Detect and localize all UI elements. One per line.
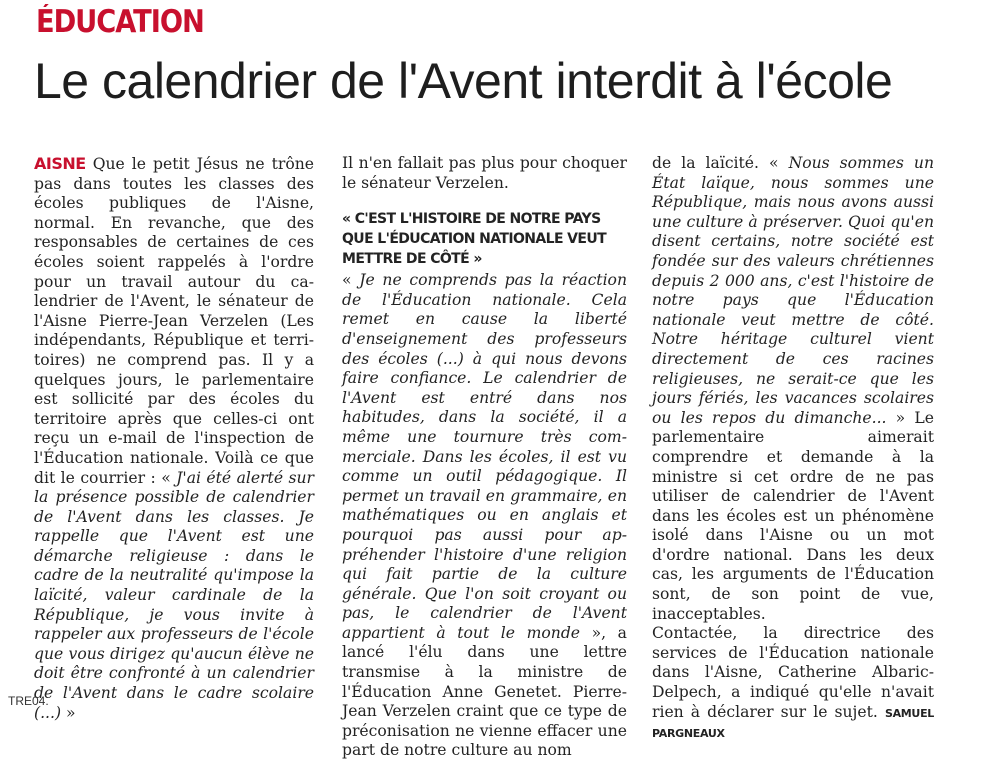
page-folio: TRE04. (8, 694, 49, 708)
article-column-1 (34, 154, 314, 723)
paragraph: Il n'en fallait pas plus pour choquer le sénateur Verzelen. (342, 154, 627, 192)
quote-3: Nous sommes un État laïque, nous sommes une République, mais nous avons aussi une culture à préserver. Quoi qu'en disent certains, notre société est fondée sur des valeurs chrétiennes depuis 2 000 ans, c'est l'histoire de notre pays que l'Éducation nationale veut mettre de côté. Notre héritage culturel vient directement de ces racines religieuses, ne serait-ce que les jours fériés, les vacances scolaires ou les repos du dimanche... (652, 154, 934, 427)
quote-open: « (161, 468, 177, 487)
article-column-2 (342, 154, 627, 761)
lead-location: AISNE (34, 154, 86, 173)
closing-text: Contactée, la directrice des services de l'Éducation nationale dans l'Aisne, Catherine Albaric-Delpech, a indiqué qu'elle n'avait rien à déclarer sur le sujet. (652, 624, 934, 721)
article-column-3 (652, 154, 934, 744)
intro-text: Que le petit Jésus ne trône pas dans toutes les classes des écoles publiques de l'Aisne, normal. En revanche, que des responsables de certaines de ces écoles soient rappelés à l'ordre pour un travail autour du calendrier de l'Avent, le sénateur de l'Aisne Pierre-Jean Verzelen (Les indépendants, République et territoires) ne comprend pas. Il y a quelques jours, le parlementaire est sollicité par des écoles du territoire après que celles-ci ont reçu un e-mail de l'inspection de l'Éducation nationale. Voilà ce que dit le courrier : (34, 155, 314, 487)
section-kicker: ÉDUCATION (36, 4, 204, 40)
article-headline: Le calendrier de l'Avent interdit à l'école (34, 53, 893, 109)
article-subhead: « C'EST L'HISTOIRE DE NOTRE PAYS QUE L'ÉDUCATION NATIONALE VEUT METTRE DE CÔTÉ » (342, 211, 607, 268)
quote-2: Je ne comprends pas la réaction de l'Éducation nationale. Cela remet en cause la liberté d'enseignement des professeurs des écoles (...) à qui nous devons faire confiance. Le calendrier de l'Avent est entré dans nos habitudes, dans la société, il a même une tournure très commerciale. Dans les écoles, il est vu comme un outil pédagogique. Il permet un travail en grammaire, en mathématiques ou en anglais et pourquoi pas aussi pour appréhender l'histoire d'une religion qui fait partie de la culture générale. Que l'on soit croyant ou pas, le calendrier de l'Avent appartient à tout le monde (342, 271, 627, 642)
paragraph (652, 624, 934, 744)
paragraph: de la laïcité. « Nous sommes un État laïque, nous sommes une République, mais nous avons aussi une culture à préserver. Quoi qu'en disent certains, notre société est fondée sur des valeurs chrétiennes depuis 2 000 ans, c'est l'histoire de notre pays que l'Éducation nationale veut mettre de côté. Notre héritage culturel vient directement de ces racines religieuses, ne serait-ce que les jours fériés, les vacances scolaires ou les repos du dimanche... » Le parlementaire aimerait comprendre et demande à la ministre si cet ordre de ne pas utiliser de calendrier de l'Avent dans les écoles est un phénomène isolé dans l'Aisne ou un mot d'ordre national. Dans les deux cas, les arguments de l'Éducation sont, de son point de vue, inacceptables. (652, 154, 934, 623)
paragraph: « Je ne comprends pas la réaction de l'Éducation nationale. Cela remet en cause la liberté d'enseignement des professeurs des écoles (...) à qui nous devons faire confiance. Le calendrier de l'Avent est entré dans nos habitudes, dans la société, il a même une tournure très commerciale. Dans les écoles, il est vu comme un outil pédagogique. Il permet un travail en grammaire, en mathématiques ou en anglais et pourquoi pas aussi pour appréhender l'histoire d'une religion qui fait partie de la culture générale. Que l'on soit croyant ou pas, le calendrier de l'Avent appartient à tout le monde », a lancé l'élu dans une lettre transmise à la ministre de l'Éducation Anne Genetet. Pierre-Jean Verzelen craint que ce type de préconisation ne vienne effacer une part de notre culture au nom (342, 271, 627, 760)
paragraph: AISNE Que le petit Jésus ne trône pas dans toutes les classes des écoles publiques de l'Aisne, normal. En revanche, que des responsables de certaines de ces écoles soient rappelés à l'ordre pour un travail autour du calendrier de l'Avent, le sénateur de l'Aisne Pierre-Jean Verzelen (Les indépendants, République et territoires) ne comprend pas. Il y a quelques jours, le parlementaire est sollicité par des écoles du territoire après que celles-ci ont reçu un e-mail de l'inspection de l'Éducation nationale. Voilà ce que dit le courrier : « J'ai été alerté sur la présence possible de calendrier de l'Avent dans les classes. Je rappelle que l'Avent est une démarche religieuse : dans le cadre de la neutralité qu'impose la laïcité, valeur cardinale de la République, je vous invite à rappeler aux professeurs de l'école que vous dirigez qu'aucun élève ne doit être confronté à un calendrier de l'Avent dans le cadre scolaire (...) » (34, 154, 314, 722)
byline: SAMUEL PARGNEAUX (652, 706, 934, 741)
quote-1: J'ai été alerté sur la présence possible de calendrier de l'Avent dans les classes. Je rappelle que l'Avent est une démarche religieuse : dans le cadre de la neutralité qu'impose la laïcité, valeur cardinale de la République, je vous invite à rappeler aux professeurs de l'école que vous dirigez qu'aucun élève ne doit être confronté à un calendrier de l'Avent dans le cadre scolaire (...) (34, 468, 314, 722)
